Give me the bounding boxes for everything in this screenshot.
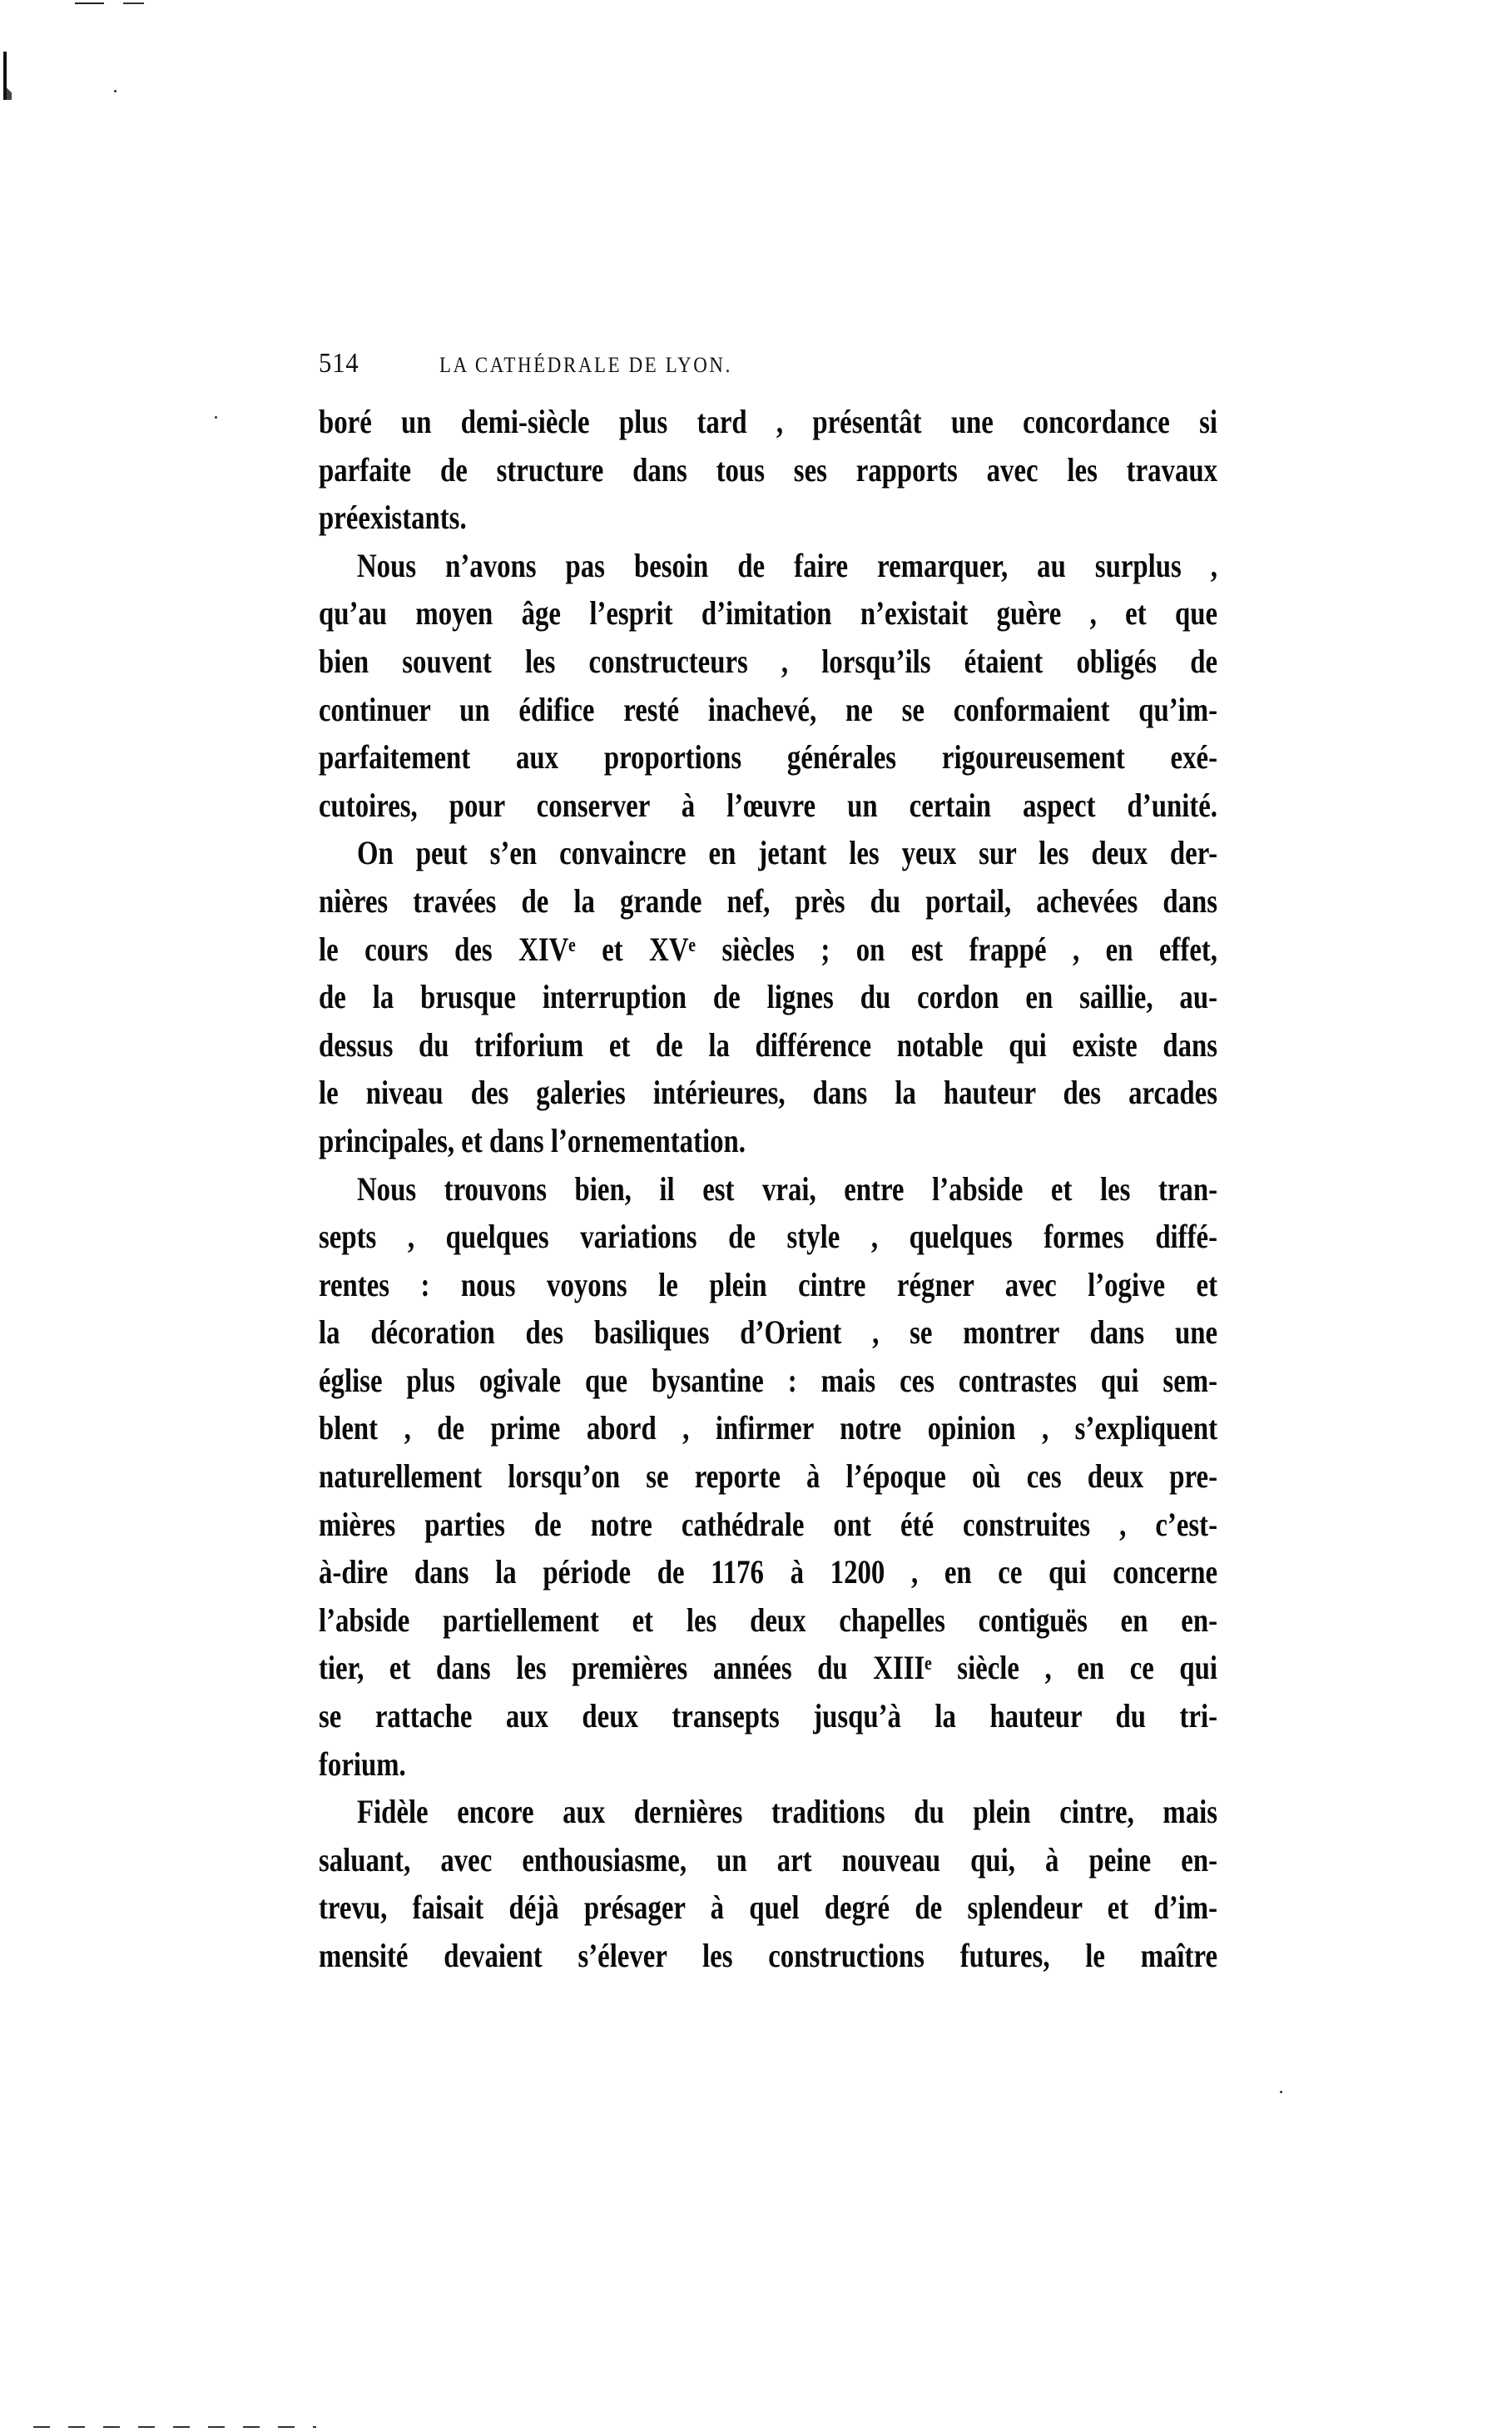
text-line <box>319 973 1217 1021</box>
scan-artifact <box>3 52 12 100</box>
text-line <box>319 398 1217 446</box>
text-line-content: trevu, faisait déjà présager à quel degré de splendeur et d’im- <box>319 1889 1217 1927</box>
text-line-content: saluant, avec enthousiasme, un art nouveau qui, à peine en- <box>319 1840 1218 1879</box>
text-line-content: dessus du triforium et de la différence notable qui existe dans <box>319 1025 1218 1064</box>
text-line-content: parfaite de structure dans tous ses rapports avec les travaux <box>319 450 1218 489</box>
text-line <box>319 1069 1217 1117</box>
text-line <box>319 1740 1217 1789</box>
text-line <box>319 1596 1217 1645</box>
text-line <box>319 1501 1217 1549</box>
body-text <box>319 398 1217 1980</box>
text-line-content: le niveau des galeries intérieures, dans la hauteur des arcades <box>319 1074 1218 1112</box>
text-line <box>319 1357 1217 1405</box>
text-line <box>319 877 1217 926</box>
text-line <box>319 1692 1217 1740</box>
text-line-content: mières parties de notre cathédrale ont été construites , c’est- <box>319 1505 1218 1543</box>
text-line-content: continuer un édifice resté inachevé, ne se conformaient qu’im- <box>319 690 1218 728</box>
text-line-content: boré un demi-siècle plus tard , présentât une concordance si <box>319 403 1217 440</box>
text-line <box>319 1021 1217 1070</box>
running-head <box>319 348 1217 381</box>
text-line-content: mensité devaient s’élever les constructions futures, le maître <box>319 1937 1218 1974</box>
text-line-content: la décoration des basiliques d’Orient , se montrer dans une <box>319 1313 1218 1352</box>
text-line <box>319 1884 1217 1932</box>
running-title: LA CATHÉDRALE DE LYON. <box>439 353 732 377</box>
scan-artifact <box>75 2 104 4</box>
text-line-content: principales, et dans l’ornementation. <box>319 1121 746 1159</box>
text-line-content: Fidèle encore aux dernières traditions du plein cintre, mais <box>357 1793 1218 1831</box>
text-line-content: l’abside partiellement et les deux chapelles contiguës en en- <box>319 1601 1218 1639</box>
text-line <box>319 1308 1217 1357</box>
text-line-content: préexistants. <box>319 499 467 537</box>
text-line <box>319 782 1217 830</box>
text-line <box>319 1788 1217 1836</box>
text-line <box>319 1117 1217 1165</box>
text-line-content: Nous n’avons pas besoin de faire remarquer, au surplus , <box>357 546 1218 584</box>
text-line-content: forium. <box>319 1745 406 1783</box>
text-line-content: bien souvent les constructeurs , lorsqu’ils étaient obligés de <box>319 642 1218 680</box>
text-line-content: à-dire dans la période de 1176 à 1200 , en ce qui concerne <box>319 1553 1218 1591</box>
scan-artifact <box>33 2426 316 2428</box>
scan-artifact <box>123 2 144 4</box>
text-line <box>319 1213 1217 1261</box>
text-line <box>319 1452 1217 1501</box>
text-line <box>319 1932 1217 1980</box>
text-line <box>319 733 1217 782</box>
text-line-content: Nous trouvons bien, il est vrai, entre l’abside et les tran- <box>357 1169 1217 1208</box>
text-line-content: le cours des XIVᵉ et XVᵉ siècles ; on est frappé , en effet, <box>319 930 1218 968</box>
text-line <box>319 589 1217 638</box>
text-line-content: rentes : nous voyons le plein cintre régner avec l’ogive et <box>319 1265 1218 1303</box>
text-line-content: blent , de prime abord , infirmer notre opinion , s’expliquent <box>319 1409 1218 1447</box>
text-line <box>319 542 1217 590</box>
text-line <box>319 1644 1217 1692</box>
page-number: 514 <box>319 348 359 379</box>
text-line <box>319 494 1217 542</box>
text-line <box>319 829 1217 877</box>
text-line-content: tier, et dans les premières années du XIIIᵉ siècle , en ce qui <box>319 1649 1218 1687</box>
text-line <box>319 926 1217 974</box>
text-line <box>319 1165 1217 1214</box>
text-line-content: parfaitement aux proportions générales rigoureusement exé- <box>319 738 1218 777</box>
text-line-content: église plus ogivale que bysantine : mais ces contrastes qui sem- <box>319 1361 1218 1399</box>
text-line <box>319 638 1217 686</box>
text-line <box>319 1836 1217 1884</box>
text-line-content: nières travées de la grande nef, près du portail, achevées dans <box>319 881 1218 920</box>
text-line-content: se rattache aux deux transepts jusqu’à la hauteur du tri- <box>319 1697 1218 1735</box>
text-line <box>319 1548 1217 1596</box>
scan-speck <box>215 416 217 419</box>
text-line <box>319 1404 1217 1452</box>
scan-speck <box>114 90 116 92</box>
text-line <box>319 446 1217 494</box>
text-line-content: qu’au moyen âge l’esprit d’imitation n’existait guère , et que <box>319 594 1218 633</box>
text-line <box>319 686 1217 734</box>
text-line-content: de la brusque interruption de lignes du cordon en saillie, au- <box>319 978 1217 1016</box>
text-line-content: septs , quelques variations de style , quelques formes diffé- <box>319 1218 1218 1256</box>
text-line-content: cutoires, pour conserver à l’œuvre un certain aspect d’unité. <box>319 786 1218 824</box>
text-line-content: naturellement lorsqu’on se reporte à l’époque où ces deux pre- <box>319 1457 1217 1496</box>
text-line-content: On peut s’en convaincre en jetant les yeux sur les deux der- <box>357 834 1218 872</box>
scan-speck <box>1280 2091 1282 2093</box>
text-line <box>319 1261 1217 1309</box>
